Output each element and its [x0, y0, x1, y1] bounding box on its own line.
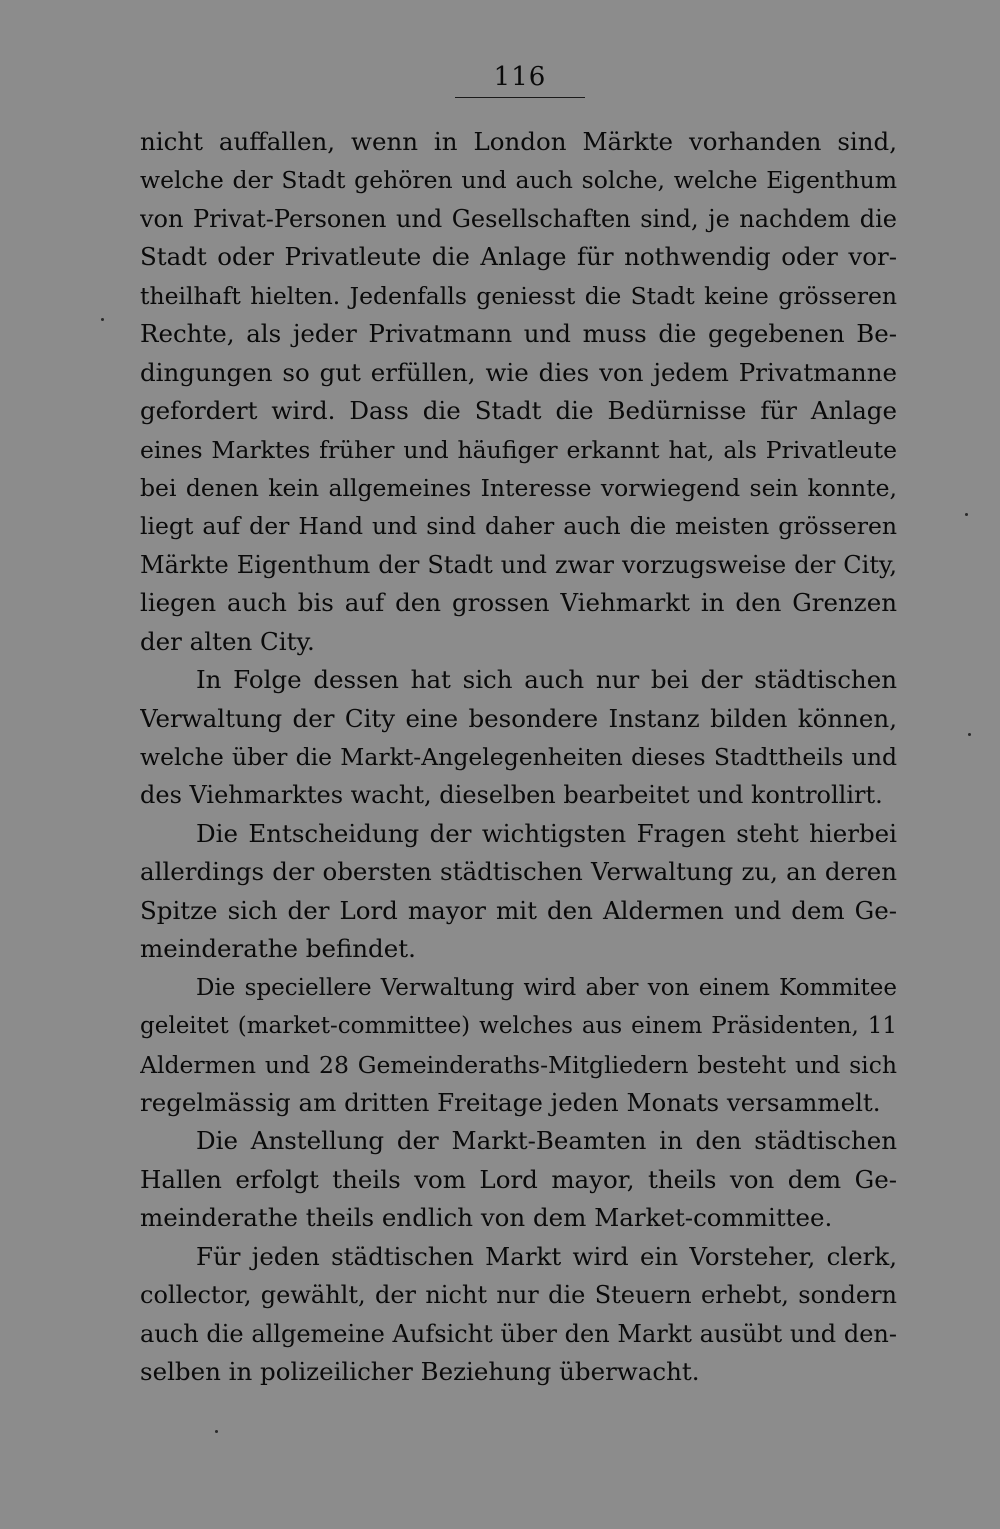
text-line: liegt auf der Hand und sind daher auch die meisten grösseren [140, 512, 897, 541]
text-line: Rechte, als jeder Privatmann und muss die gegebenen Be- [140, 319, 897, 349]
text-line: von Privat-Personen und Gesellschaften sind, je nachdem die [140, 204, 897, 233]
text-line: meinderathe befindet. [140, 934, 416, 964]
text-line: der alten City. [140, 626, 315, 656]
text-line: geleitet (market-committee) welches aus einem Präsidenten, 11 [140, 1013, 897, 1040]
text-line: des Viehmarktes wacht, dieselben bearbeitet und kontrollirt. [140, 781, 883, 810]
scan-speck [968, 733, 971, 736]
text-line: nicht auffallen, wenn in London Märkte vorhanden sind, [140, 127, 897, 156]
text-line: regelmässig am dritten Freitage jeden Monats versammelt. [140, 1087, 881, 1117]
text-line: meinderathe theils endlich von dem Market-committee. [140, 1203, 833, 1233]
body-text [140, 123, 897, 1391]
text-line: Die Anstellung der Markt-Beamten in den städtischen [196, 1126, 897, 1156]
text-line: eines Marktes früher und häufiger erkannt hat, als Privatleute [140, 435, 897, 464]
text-line: Für jeden städtischen Markt wird ein Vorsteher, clerk, [196, 1241, 897, 1271]
text-line: Die speciellere Verwaltung wird aber von einem Kommitee [196, 974, 897, 1001]
text-line: theilhaft hielten. Jedenfalls geniesst die Stadt keine grösseren [140, 281, 897, 310]
text-line: collector, gewählt, der nicht nur die Steuern erhebt, sondern [140, 1281, 897, 1310]
scan-speck [965, 513, 968, 516]
text-line: selben in polizeilicher Beziehung überwacht. [140, 1357, 700, 1386]
text-line: Verwaltung der City eine besondere Instanz bilden können, [140, 703, 897, 733]
text-line: dingungen so gut erfüllen, wie dies von jedem Privatmanne [140, 357, 897, 387]
text-line: liegen auch bis auf den grossen Viehmarkt in den Grenzen [140, 588, 897, 618]
text-line: Spitze sich der Lord mayor mit den Aldermen und dem Ge- [140, 895, 897, 925]
text-line: allerdings der obersten städtischen Verwaltung zu, an deren [140, 857, 897, 887]
scan-speck [101, 318, 104, 321]
text-line: Märkte Eigenthum der Stadt und zwar vorzugsweise der City, [140, 550, 897, 579]
page-number: 116 [493, 62, 547, 92]
text-line: Die Entscheidung der wichtigsten Fragen steht hierbei [196, 818, 897, 848]
text-line: welche über die Markt-Angelegenheiten dieses Stadttheils und [140, 743, 897, 771]
text-line: In Folge dessen hat sich auch nur bei der städtischen [196, 665, 897, 695]
text-line: welche der Stadt gehören und auch solche, welche Eigenthum [140, 166, 897, 195]
text-line: Stadt oder Privatleute die Anlage für nothwendig oder vor- [140, 242, 897, 272]
text-line: bei denen kein allgemeines Interesse vorwiegend sein konnte, [140, 473, 897, 502]
text-line: Aldermen und 28 Gemeinderaths-Mitgliedern besteht und sich [140, 1050, 897, 1079]
header-rule [455, 97, 585, 98]
text-line: Hallen erfolgt theils vom Lord mayor, theils von dem Ge- [140, 1164, 897, 1194]
text-line: gefordert wird. Dass die Stadt die Bedürnisse für Anlage [140, 396, 897, 426]
text-line: auch die allgemeine Aufsicht über den Markt ausübt und den- [140, 1319, 897, 1348]
scan-speck [215, 1430, 218, 1433]
